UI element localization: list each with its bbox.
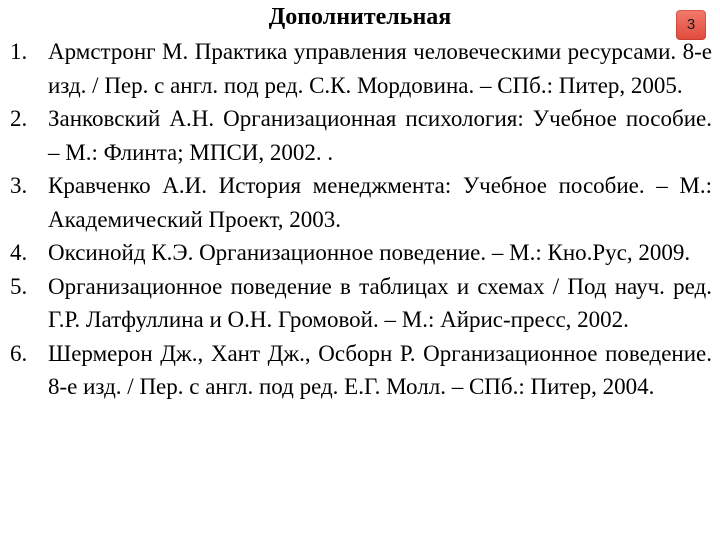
list-item-text: Армстронг М. Практика управления человеческими ресурсами. 8-е изд. / Пер. с англ. под ред. С.К. Мордовина. – СПб.: Питер, 2005.: [48, 39, 712, 98]
list-item: [0, 236, 712, 270]
page-number-badge: 3: [676, 10, 706, 40]
list-item-number: 3.: [10, 173, 28, 198]
list-item: [0, 169, 712, 236]
list-item: [0, 337, 712, 404]
list-item: [0, 35, 712, 102]
list-item-text: Шермерон Дж., Хант Дж., Осборн Р. Организационное поведение. 8-е изд. / Пер. с англ. под ред. Е.Г. Молл. – СПб.: Питер, 2004.: [48, 340, 712, 399]
page-title: Дополнительная: [268, 4, 452, 30]
list-item-text: Занковский А.Н. Организационная психология: Учебное пособие. – М.: Флинта; МПСИ, 2002. .: [48, 106, 712, 165]
list-item-text: Оксинойд К.Э. Организационное поведение. – М.: Кно.Рус, 2009.: [48, 240, 691, 265]
list-item-number: 2.: [10, 106, 28, 131]
list-item-text: Кравченко А.И. История менеджмента: Учебное пособие. – М.: Академический Проект, 2003.: [48, 173, 712, 232]
list-item: [0, 270, 712, 337]
list-item: [0, 102, 712, 169]
list-item-number: 6.: [10, 340, 28, 366]
list-item-text: Организационное поведение в таблицах и схемах / Под науч. ред. Г.Р. Латфуллина и О.Н. Громовой. – М.: Айрис-пресс, 2002.: [48, 273, 712, 332]
reference-list: [0, 35, 712, 404]
list-item-number: 1.: [10, 39, 28, 64]
list-item-number: 4.: [10, 240, 28, 265]
list-item-number: 5.: [10, 273, 28, 299]
